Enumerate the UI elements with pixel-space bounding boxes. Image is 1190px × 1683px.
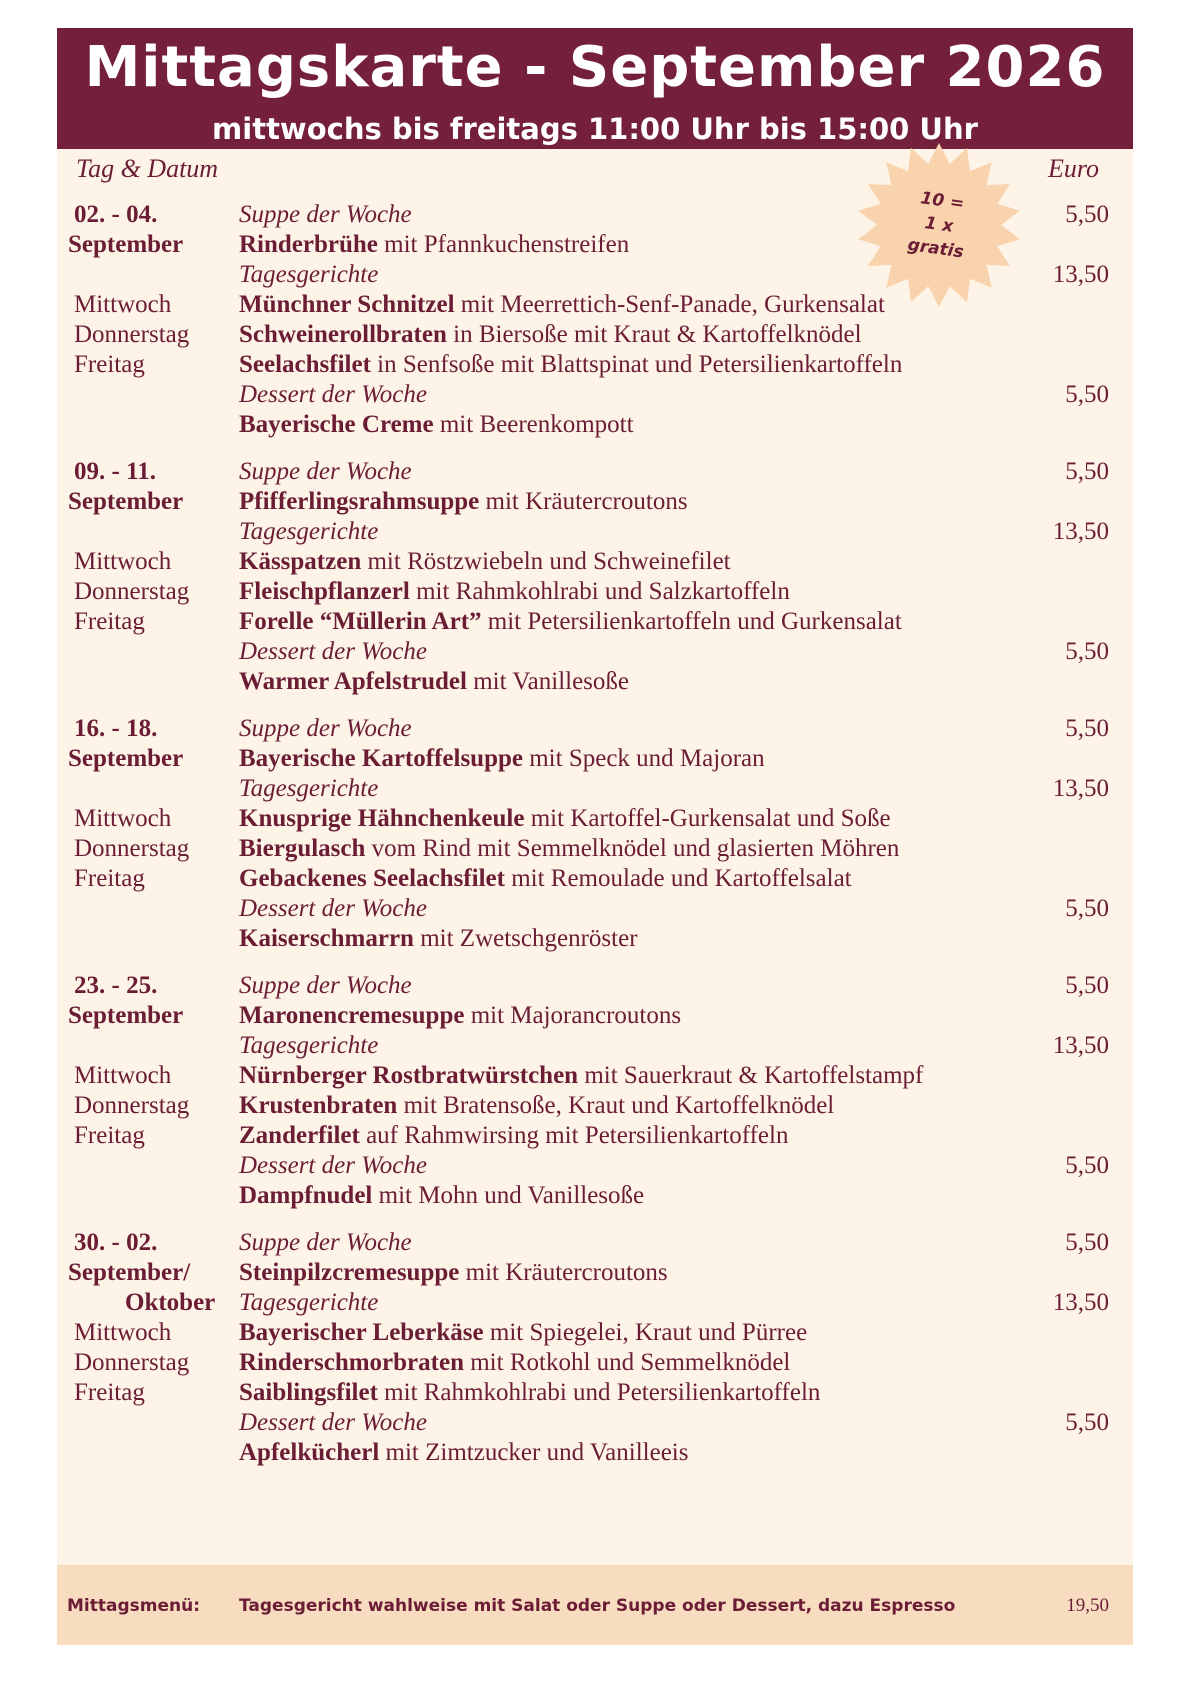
badge-line-3: gratis bbox=[906, 234, 965, 263]
daily-course-label: Tagesgerichte bbox=[239, 261, 379, 288]
dish-description: mit Vanillesoße bbox=[466, 668, 630, 695]
daily-dish bbox=[239, 804, 891, 834]
weekday-label: Mittwoch bbox=[74, 1319, 172, 1346]
soup-course-label: Suppe der Woche bbox=[239, 458, 412, 485]
dessert-item bbox=[239, 924, 638, 954]
column-header-day-date: Tag & Datum bbox=[76, 154, 219, 183]
dish-name: Warmer Apfelstrudel bbox=[239, 668, 467, 695]
dish-name: Münchner Schnitzel bbox=[239, 291, 455, 318]
menu-sheet bbox=[57, 28, 1133, 1645]
daily-price: 13,50 bbox=[1052, 1032, 1109, 1059]
dish-description: mit Pfannkuchenstreifen bbox=[377, 231, 630, 258]
dish-name: Biergulasch bbox=[239, 835, 366, 862]
dessert-item bbox=[239, 410, 634, 440]
lunch-menu-footer bbox=[57, 1565, 1133, 1645]
dish-name: Forelle “Müllerin Art” bbox=[239, 608, 482, 635]
dish-name: Bayerischer Leberkäse bbox=[239, 1319, 484, 1346]
dessert-price: 5,50 bbox=[1065, 1152, 1109, 1179]
soup-price: 5,50 bbox=[1065, 972, 1109, 999]
soup-course-label: Suppe der Woche bbox=[239, 201, 412, 228]
weekday-label: Donnerstag bbox=[74, 835, 190, 862]
dish-name: Rinderbrühe bbox=[239, 231, 378, 258]
week-date-range: 16. - 18. bbox=[74, 715, 158, 742]
soup-item bbox=[239, 744, 765, 774]
badge-line-1: 10 = bbox=[919, 188, 966, 215]
daily-price: 13,50 bbox=[1052, 1289, 1109, 1316]
daily-dish bbox=[239, 547, 731, 577]
dish-description: mit Spiegelei, Kraut und Pürree bbox=[483, 1319, 808, 1346]
soup-price: 5,50 bbox=[1065, 201, 1109, 228]
dish-name: Nürnberger Rostbratwürstchen bbox=[239, 1062, 579, 1089]
daily-dish bbox=[239, 864, 852, 894]
daily-price: 13,50 bbox=[1052, 261, 1109, 288]
dish-name: Gebackenes Seelachsfilet bbox=[239, 865, 505, 892]
daily-course-label: Tagesgerichte bbox=[239, 1032, 379, 1059]
dish-description: mit Mohn und Vanillesoße bbox=[372, 1182, 645, 1209]
menu-header bbox=[57, 28, 1133, 149]
weekday-label: Freitag bbox=[74, 351, 145, 378]
daily-course-label: Tagesgerichte bbox=[239, 775, 379, 802]
lunch-menu-description: Tagesgericht wahlweise mit Salat oder Suppe oder Dessert, dazu Espresso bbox=[239, 1596, 956, 1616]
daily-dish bbox=[239, 834, 899, 864]
dish-name: Steinpilzcremesuppe bbox=[239, 1259, 460, 1286]
week-block bbox=[57, 714, 1133, 984]
dish-description: in Biersoße mit Kraut & Kartoffelknödel bbox=[446, 321, 862, 348]
week-month: September/ bbox=[68, 1259, 191, 1286]
dessert-course-label: Dessert der Woche bbox=[239, 1409, 427, 1436]
daily-dish bbox=[239, 607, 902, 637]
soup-item bbox=[239, 230, 629, 260]
dish-description: mit Rotkohl und Semmelknödel bbox=[463, 1349, 791, 1376]
dish-description: mit Speck und Majoran bbox=[522, 745, 765, 772]
dish-name: Fleischpflanzerl bbox=[239, 578, 410, 605]
daily-price: 13,50 bbox=[1052, 775, 1109, 802]
dish-description: mit Röstzwiebeln und Schweinefilet bbox=[361, 548, 731, 575]
week-date-range: 30. - 02. bbox=[74, 1229, 158, 1256]
dessert-course-label: Dessert der Woche bbox=[239, 895, 427, 922]
dish-description: vom Rind mit Semmelknödel und glasierten Möhren bbox=[365, 835, 900, 862]
week-month: September bbox=[68, 488, 184, 515]
soup-course-label: Suppe der Woche bbox=[239, 1229, 412, 1256]
badge-line-2: 1 x bbox=[923, 213, 955, 237]
weekday-label: Donnerstag bbox=[74, 321, 190, 348]
week-month: September bbox=[68, 231, 184, 258]
week-block bbox=[57, 457, 1133, 727]
lunch-menu-label: Mittagsmenü: bbox=[67, 1596, 201, 1616]
weekday-label: Mittwoch bbox=[74, 548, 172, 575]
dessert-course-label: Dessert der Woche bbox=[239, 381, 427, 408]
dish-name: Bayerische Creme bbox=[239, 411, 434, 438]
week-month-2: Oktober bbox=[125, 1289, 216, 1316]
dish-description: mit Beerenkompott bbox=[433, 411, 634, 438]
daily-dish bbox=[239, 1348, 790, 1378]
daily-dish bbox=[239, 1318, 807, 1348]
dish-name: Schweinerollbraten bbox=[239, 321, 447, 348]
soup-price: 5,50 bbox=[1065, 1229, 1109, 1256]
weekday-label: Freitag bbox=[74, 865, 145, 892]
dish-description: mit Rahmkohlrabi und Salzkartoffeln bbox=[409, 578, 790, 605]
daily-dish bbox=[239, 1061, 923, 1091]
week-month: September bbox=[68, 1002, 184, 1029]
week-date-range: 09. - 11. bbox=[74, 458, 156, 485]
dish-description: mit Petersilienkartoffeln und Gurkensalat bbox=[481, 608, 902, 635]
dish-name: Saiblingsfilet bbox=[239, 1379, 378, 1406]
soup-item bbox=[239, 1258, 668, 1288]
soup-course-label: Suppe der Woche bbox=[239, 715, 412, 742]
dish-description: mit Kräutercroutons bbox=[459, 1259, 668, 1286]
dish-description: mit Zwetschgenröster bbox=[413, 925, 638, 952]
weekday-label: Mittwoch bbox=[74, 805, 172, 832]
week-month: September bbox=[68, 745, 184, 772]
dish-description: mit Majorancroutons bbox=[464, 1002, 682, 1029]
dish-name: Seelachsfilet bbox=[239, 351, 371, 378]
dessert-price: 5,50 bbox=[1065, 381, 1109, 408]
page-title: Mittagskarte - September 2026 bbox=[84, 35, 1106, 100]
weekday-label: Donnerstag bbox=[74, 578, 190, 605]
weekday-label: Freitag bbox=[74, 1379, 145, 1406]
soup-price: 5,50 bbox=[1065, 715, 1109, 742]
week-block bbox=[57, 971, 1133, 1241]
dessert-item bbox=[239, 1438, 688, 1468]
dish-description: mit Zimtzucker und Vanilleeis bbox=[379, 1439, 689, 1466]
dish-description: mit Kräutercroutons bbox=[479, 488, 688, 515]
dish-name: Rinderschmorbraten bbox=[239, 1349, 464, 1376]
dessert-item bbox=[239, 1181, 644, 1211]
dish-name: Bayerische Kartoffelsuppe bbox=[239, 745, 523, 772]
week-date-range: 02. - 04. bbox=[74, 201, 158, 228]
daily-dish bbox=[239, 290, 885, 320]
dish-name: Kaiserschmarrn bbox=[239, 925, 414, 952]
dish-name: Kässpatzen bbox=[239, 548, 362, 575]
daily-dish bbox=[239, 350, 902, 380]
week-block bbox=[57, 200, 1133, 470]
daily-course-label: Tagesgerichte bbox=[239, 1289, 379, 1316]
dessert-price: 5,50 bbox=[1065, 895, 1109, 922]
daily-price: 13,50 bbox=[1052, 518, 1109, 545]
weekday-label: Mittwoch bbox=[74, 1062, 172, 1089]
dish-description: mit Remoulade und Kartoffelsalat bbox=[504, 865, 852, 892]
dish-name: Apfelkücherl bbox=[239, 1439, 380, 1466]
dish-description: auf Rahmwirsing mit Petersilienkartoffeln bbox=[359, 1122, 789, 1149]
daily-dish bbox=[239, 320, 862, 350]
dish-description: mit Bratensoße, Kraut und Kartoffelknödel bbox=[397, 1092, 835, 1119]
dessert-item bbox=[239, 667, 629, 697]
weekday-label: Donnerstag bbox=[74, 1349, 190, 1376]
column-header-euro: Euro bbox=[1047, 154, 1099, 183]
dish-name: Pfifferlingsrahmsuppe bbox=[239, 488, 480, 515]
dish-name: Krustenbraten bbox=[239, 1092, 398, 1119]
daily-dish bbox=[239, 1121, 788, 1151]
weekday-label: Freitag bbox=[74, 1122, 145, 1149]
dish-name: Maronencremesuppe bbox=[239, 1002, 465, 1029]
daily-dish bbox=[239, 577, 790, 607]
soup-course-label: Suppe der Woche bbox=[239, 972, 412, 999]
dessert-course-label: Dessert der Woche bbox=[239, 638, 427, 665]
dish-description: mit Rahmkohlrabi und Petersilienkartoffeln bbox=[377, 1379, 821, 1406]
dessert-price: 5,50 bbox=[1065, 1409, 1109, 1436]
weekday-label: Donnerstag bbox=[74, 1092, 190, 1119]
weekday-label: Mittwoch bbox=[74, 291, 172, 318]
lunch-menu-price: 19,50 bbox=[1066, 1595, 1109, 1616]
week-date-range: 23. - 25. bbox=[74, 972, 158, 999]
dish-description: in Senfsoße mit Blattspinat und Petersilienkartoffeln bbox=[370, 351, 903, 378]
dish-name: Knusprige Hähnchenkeule bbox=[239, 805, 525, 832]
week-block bbox=[57, 1228, 1133, 1498]
weekday-label: Freitag bbox=[74, 608, 145, 635]
soup-price: 5,50 bbox=[1065, 458, 1109, 485]
opening-hours: mittwochs bis freitags 11:00 Uhr bis 15:00 Uhr bbox=[212, 112, 978, 146]
dish-name: Zanderfilet bbox=[239, 1122, 360, 1149]
daily-course-label: Tagesgerichte bbox=[239, 518, 379, 545]
dessert-price: 5,50 bbox=[1065, 638, 1109, 665]
dish-description: mit Kartoffel-Gurkensalat und Soße bbox=[524, 805, 891, 832]
soup-item bbox=[239, 1001, 681, 1031]
dish-name: Dampfnudel bbox=[239, 1182, 373, 1209]
dessert-course-label: Dessert der Woche bbox=[239, 1152, 427, 1179]
daily-dish bbox=[239, 1091, 834, 1121]
dish-description: mit Meerrettich-Senf-Panade, Gurkensalat bbox=[454, 291, 885, 318]
dish-description: mit Sauerkraut & Kartoffelstampf bbox=[578, 1062, 924, 1089]
daily-dish bbox=[239, 1378, 820, 1408]
soup-item bbox=[239, 487, 688, 517]
